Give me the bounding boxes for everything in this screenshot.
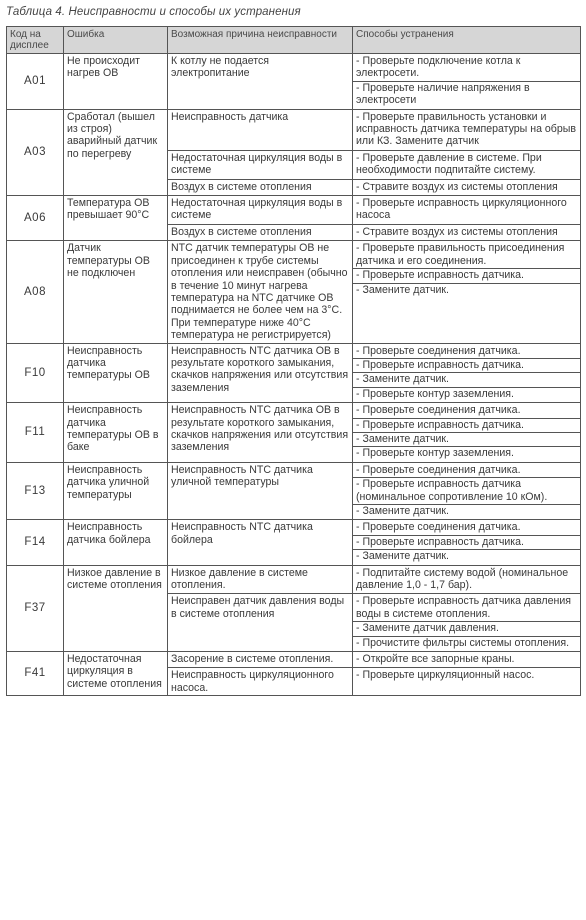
header-error: Ошибка <box>64 27 168 54</box>
fault-code: A01 <box>7 54 64 110</box>
fault-remedies <box>353 565 581 594</box>
fault-code: A03 <box>7 109 64 195</box>
fault-error: Низкое давление в системе отопления <box>64 565 168 651</box>
fault-error: Датчик температуры ОВ не подключен <box>64 241 168 343</box>
fault-error: Неисправность датчика температуры ОВ <box>64 343 168 403</box>
fault-remedies <box>353 652 581 668</box>
fault-cause: К котлу не подается электропитание <box>168 54 353 110</box>
fault-cause: Воздух в системе отопления <box>168 224 353 240</box>
faults-table <box>6 26 581 696</box>
fault-cause: Недостаточная циркуляция воды в системе <box>168 196 353 225</box>
fault-code: A06 <box>7 196 64 241</box>
fault-cause: Неисправность NTC датчика бойлера <box>168 520 353 565</box>
fault-code: F11 <box>7 403 64 463</box>
fault-cause: Неисправность NTC датчика ОВ в результате короткого замыкания, скачков напряжения или отсутствия заземления <box>168 343 353 403</box>
remedy-item: - Проверьте соединения датчика. <box>356 463 521 476</box>
fault-cause: Неисправность NTC датчика уличной температуры <box>168 462 353 520</box>
remedy-item: - Замените датчик. <box>353 372 580 386</box>
remedy-item: - Прочистите фильтры системы отопления. <box>353 636 580 650</box>
faults-body <box>7 54 581 696</box>
remedy-item: - Проверьте исправность датчика (номинальное сопротивление 10 кОм). <box>353 477 580 504</box>
fault-cause: NTC датчик температуры ОВ не присоединен к трубе системы отопления или неисправен (обычно в течение 10 минут нагрева температура на NTC датчике ОВ поднимается не более чем на 3°С. При температуре ниже 40°С температура не регистрируется) <box>168 241 353 343</box>
fault-remedies <box>353 594 581 652</box>
remedy-item: - Замените датчик. <box>353 432 580 446</box>
table-row <box>7 241 581 343</box>
remedy-item: - Проверьте исправность датчика давления воды в системе отопления. <box>356 595 572 620</box>
fault-cause: Недостаточная циркуляция воды в системе <box>168 150 353 179</box>
remedy-item: - Проверьте исправность циркуляционного насоса <box>356 197 567 222</box>
remedy-item: - Замените датчик. <box>353 504 580 518</box>
fault-remedies <box>353 462 581 520</box>
fault-cause: Неисправность датчика <box>168 109 353 150</box>
table-row <box>7 54 581 110</box>
fault-remedies <box>353 224 581 240</box>
fault-error: Неисправность датчика температуры ОВ в баке <box>64 403 168 463</box>
fault-remedies <box>353 668 581 696</box>
table-row <box>7 652 581 668</box>
remedy-item: - Проверьте контур заземления. <box>353 446 580 460</box>
table-row <box>7 565 581 594</box>
fault-cause: Засорение в системе отопления. <box>168 652 353 668</box>
remedy-item: - Проверьте подключение котла к электросети. <box>356 55 521 80</box>
fault-code: F14 <box>7 520 64 565</box>
fault-remedies <box>353 196 581 225</box>
header-remedy: Способы устранения <box>353 27 581 54</box>
fault-cause: Неисправность NTC датчика ОВ в результате короткого замыкания, скачков напряжения или отсутствия заземления <box>168 403 353 463</box>
remedy-item: - Проверьте наличие напряжения в электросети <box>353 81 580 108</box>
table-row <box>7 196 581 225</box>
remedy-item: - Проверьте правильность установки и исправность датчика температуры на обрыв или КЗ. Замените датчик <box>356 110 577 148</box>
fault-remedies <box>353 241 581 343</box>
remedy-item: - Проверьте исправность датчика. <box>353 268 580 282</box>
remedy-item: - Замените датчик. <box>353 283 580 297</box>
header-row <box>7 27 581 54</box>
fault-code: A08 <box>7 241 64 343</box>
remedy-item: - Проверьте соединения датчика. <box>356 521 521 534</box>
fault-remedies <box>353 520 581 565</box>
fault-error: Не происходит нагрев ОВ <box>64 54 168 110</box>
fault-error: Температура ОВ превышает 90°С <box>64 196 168 241</box>
fault-cause: Неисправность циркуляционного насоса. <box>168 668 353 696</box>
remedy-item: - Замените датчик давления. <box>353 621 580 635</box>
remedy-item: - Замените датчик. <box>353 549 580 563</box>
fault-code: F37 <box>7 565 64 651</box>
remedy-item: - Проверьте соединения датчика. <box>356 404 521 417</box>
remedy-item: - Проверьте соединения датчика. <box>356 344 521 357</box>
table-row <box>7 109 581 150</box>
remedy-item: - Стравите воздух из системы отопления <box>356 180 558 193</box>
remedy-item: - Подпитайте систему водой (номинальное давление 1,0 - 1,7 бар). <box>356 566 569 592</box>
fault-code: F13 <box>7 462 64 520</box>
remedy-item: - Проверьте исправность датчика. <box>353 358 580 372</box>
remedy-item: - Проверьте давление в системе. При необходимости подпитайте систему. <box>356 151 542 177</box>
remedy-item: - Проверьте контур заземления. <box>353 387 580 401</box>
fault-remedies <box>353 109 581 150</box>
fault-remedies <box>353 343 581 403</box>
table-caption: Таблица 4. Неисправности и способы их устранения <box>6 6 301 18</box>
remedy-item: - Проверьте циркуляционный насос. <box>356 669 535 682</box>
table-row <box>7 343 581 403</box>
fault-error: Недостаточная циркуляция в системе отопления <box>64 652 168 696</box>
remedy-item: - Откройте все запорные краны. <box>356 653 515 666</box>
fault-remedies <box>353 54 581 110</box>
fault-cause: Низкое давление в системе отопления. <box>168 565 353 594</box>
fault-remedies <box>353 179 581 195</box>
table-row <box>7 462 581 520</box>
fault-cause: Воздух в системе отопления <box>168 179 353 195</box>
remedy-item: - Стравите воздух из системы отопления <box>356 225 558 238</box>
remedy-item: - Проверьте правильность присоединения датчика и его соединения. <box>356 242 565 267</box>
fault-error: Сработал (вышел из строя) аварийный датчик по перегреву <box>64 109 168 195</box>
fault-cause: Неисправен датчик давления воды в системе отопления <box>168 594 353 652</box>
fault-code: F10 <box>7 343 64 403</box>
remedy-item: - Проверьте исправность датчика. <box>353 535 580 549</box>
fault-error: Неисправность датчика бойлера <box>64 520 168 565</box>
fault-error: Неисправность датчика уличной температуры <box>64 462 168 520</box>
fault-code: F41 <box>7 652 64 696</box>
header-cause: Возможная причина неисправности <box>168 27 353 54</box>
header-code: Код на дисплее <box>7 27 64 54</box>
table-row <box>7 403 581 463</box>
fault-remedies <box>353 403 581 463</box>
fault-remedies <box>353 150 581 179</box>
table-row <box>7 520 581 565</box>
remedy-item: - Проверьте исправность датчика. <box>353 418 580 432</box>
